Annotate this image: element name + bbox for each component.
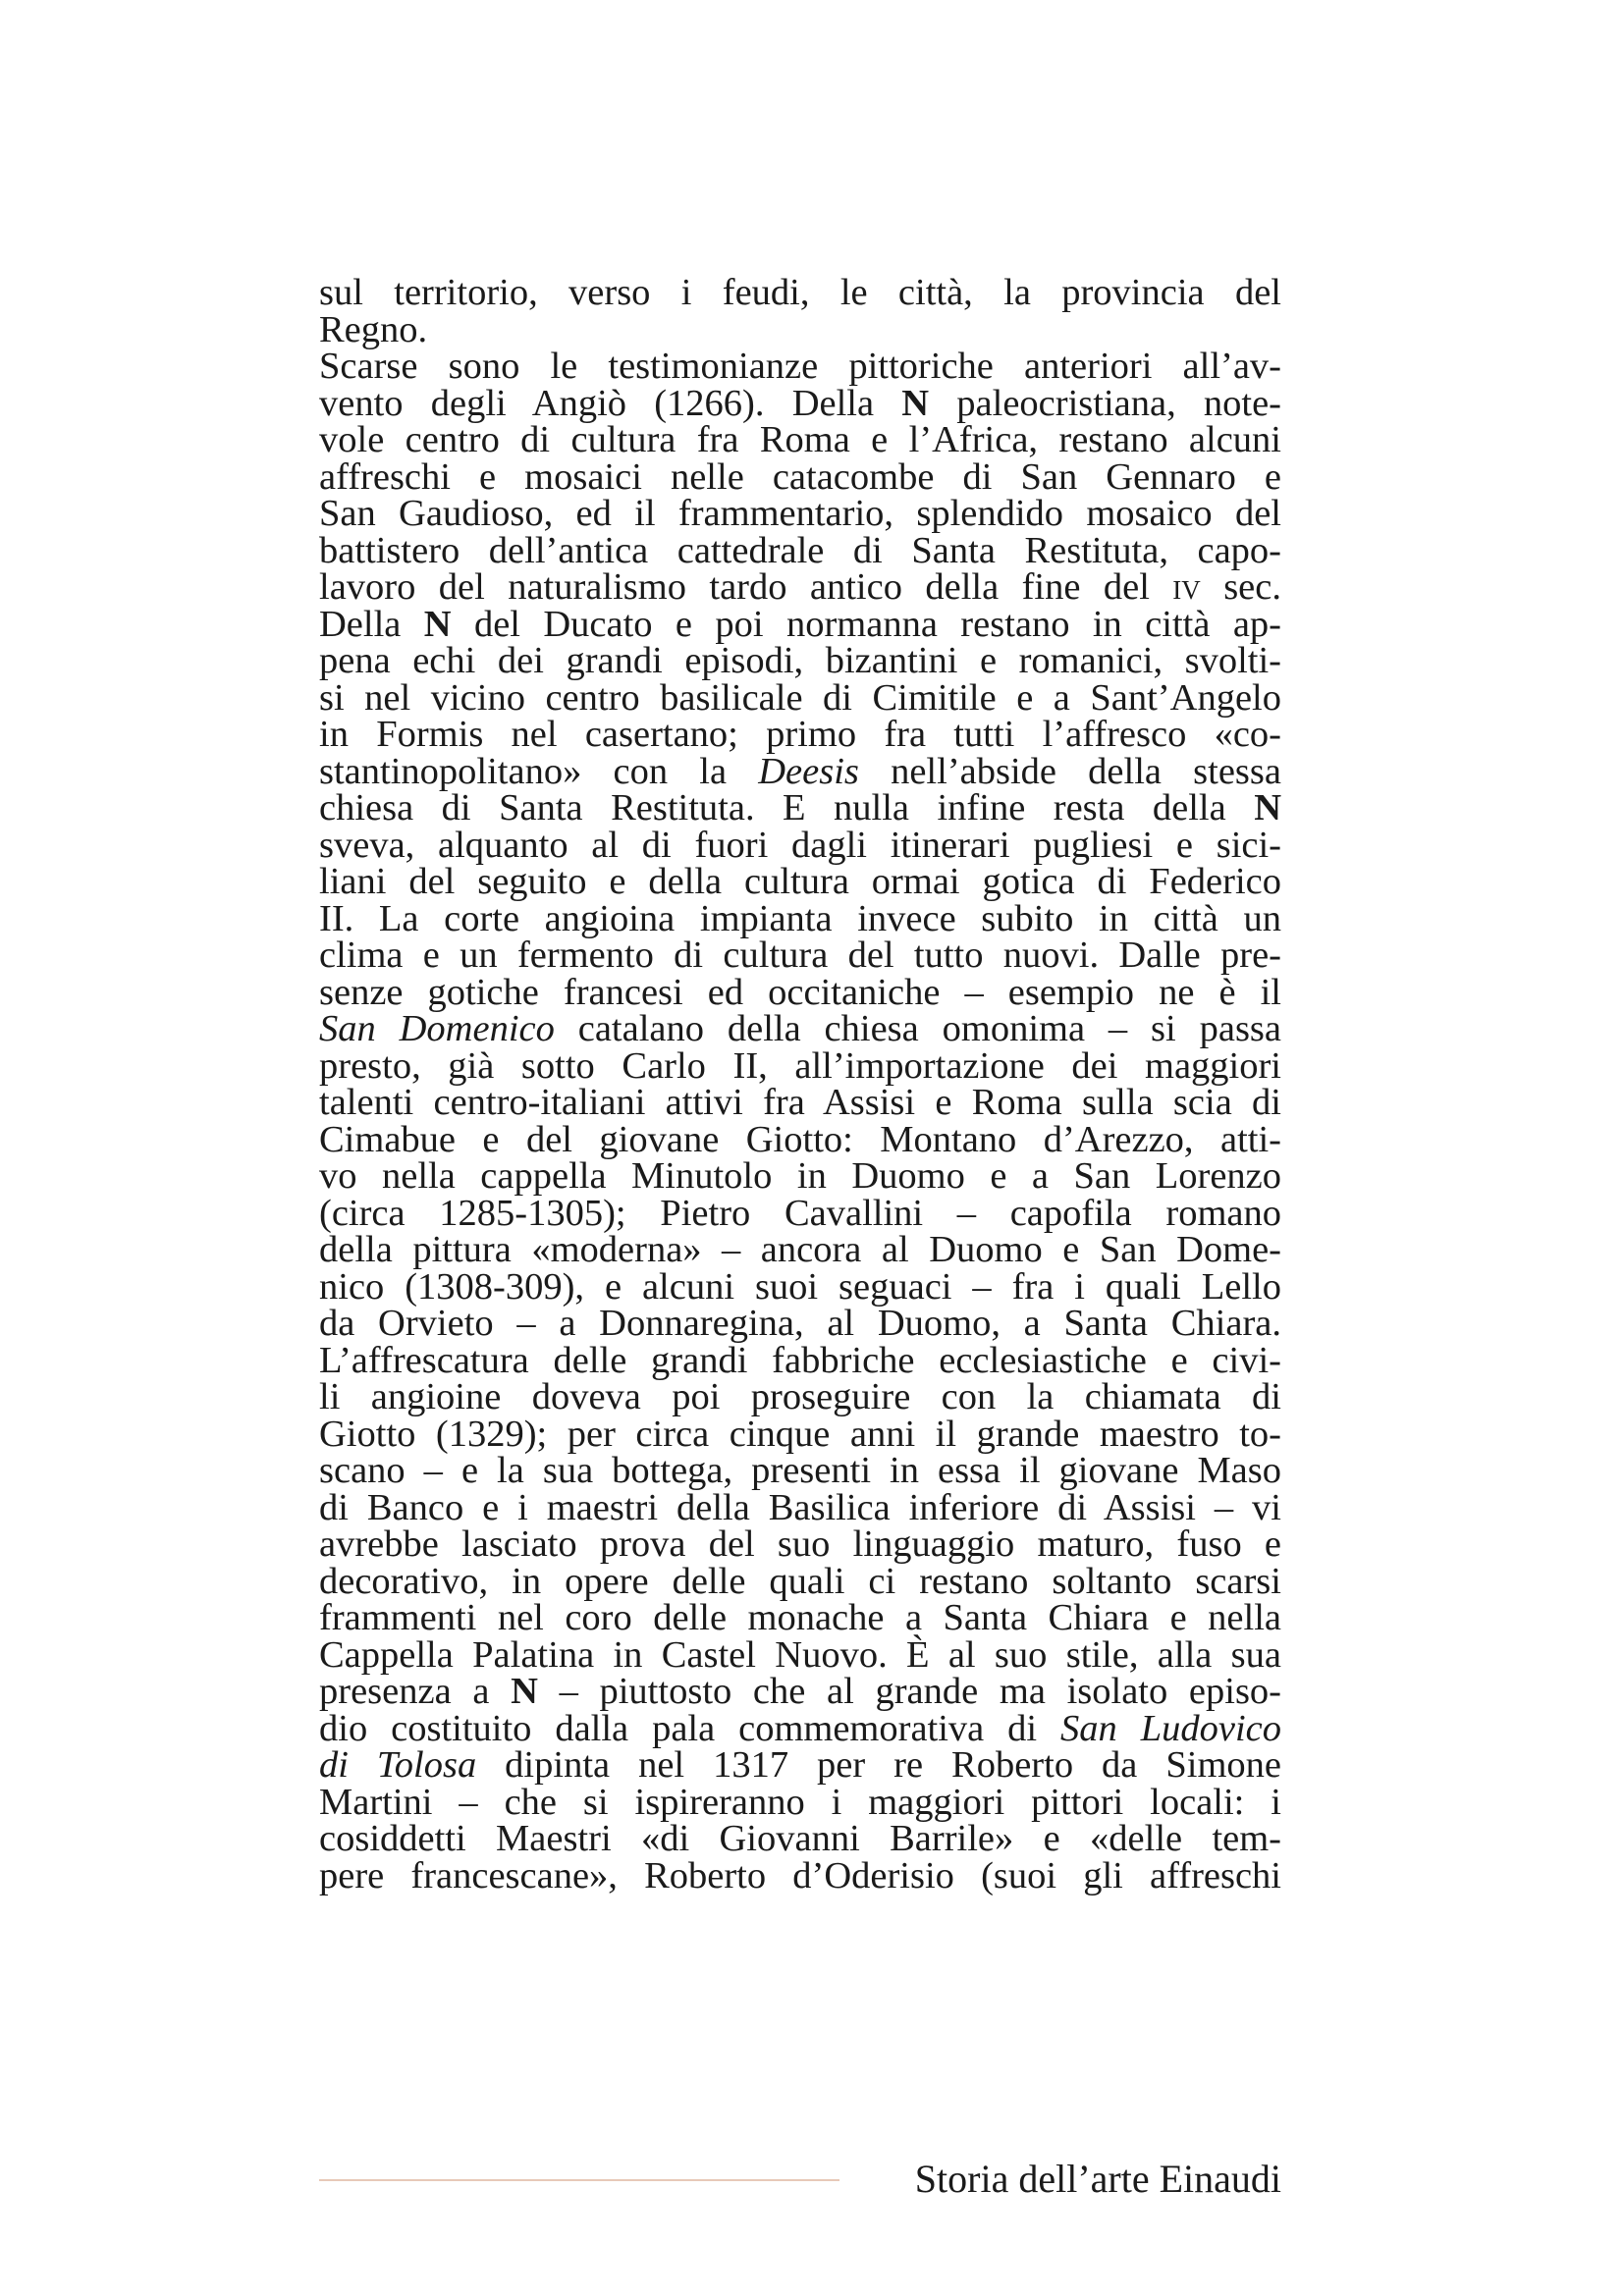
text-line: San Gaudioso, ed il frammentario, splendido mosaico del (319, 493, 1281, 534)
text-line: li angioine doveva poi proseguire con la chiamata di (319, 1376, 1281, 1417)
text-line: vento degli Angiò (1266). Della N paleocristiana, note- (319, 382, 1282, 424)
text-line: talenti centro-italiani attivi fra Assisi e Roma sulla scia di (319, 1082, 1281, 1123)
text-line: di Tolosa dipinta nel 1317 per re Roberto da Simone (319, 1744, 1281, 1786)
artwork-title: San Domenico (319, 1008, 555, 1049)
text-line: della pittura «moderna» – ancora al Duomo e San Dome- (319, 1229, 1281, 1270)
text-line: Della N del Ducato e poi normanna restano in città ap- (319, 603, 1281, 645)
text-line: senze gotiche francesi ed occitaniche – esempio ne è il (319, 971, 1281, 1013)
page-footer (319, 2150, 1281, 2209)
text-line: Martini – che si ispireranno i maggiori pittori locali: i (319, 1781, 1281, 1823)
text-line: stantinopolitano» con la Deesis nell’abside della stessa (319, 750, 1281, 792)
text-line: da Orvieto – a Donnaregina, al Duomo, a Santa Chiara. (319, 1303, 1281, 1344)
text-line: sveva, alquanto al di fuori dagli itinerari pugliesi e sici- (319, 824, 1281, 866)
text-line: scano – e la sua bottega, presenti in essa il giovane Maso (319, 1450, 1281, 1491)
artwork-title: di Tolosa (319, 1744, 477, 1786)
city-abbreviation: N (423, 603, 452, 645)
text-line: vole centro di cultura fra Roma e l’Africa, restano alcuni (319, 419, 1281, 460)
text-line: si nel vicino centro basilicale di Cimitile e a Sant’Angelo (319, 676, 1281, 719)
text-line: clima e un fermento di cultura del tutto nuovi. Dalle pre- (319, 934, 1281, 976)
text-line: Regno. (319, 308, 428, 350)
text-line: cosiddetti Maestri «di Giovanni Barrile» e «delle tem- (319, 1818, 1281, 1859)
text-line: Cappella Palatina in Castel Nuovo. È al suo stile, alla sua (319, 1633, 1281, 1676)
text-line: Cimabue e del giovane Giotto: Montano d’Arezzo, atti- (319, 1118, 1281, 1160)
text-line: pere francescane», Roberto d’Oderisio (suoi gli affreschi (319, 1854, 1281, 1896)
text-line: battistero dell’antica cattedrale di Santa Restituta, capo- (319, 529, 1281, 571)
city-abbreviation: N (1254, 787, 1281, 828)
text-line: liani del seguito e della cultura ormai gotica di Federico (319, 861, 1281, 902)
text-line: presenza a N – piuttosto che al grande ma isolato episo- (319, 1671, 1282, 1712)
text-line: di Banco e i maestri della Basilica inferiore di Assisi – vi (319, 1486, 1281, 1528)
text-line: Giotto (1329); per circa cinque anni il grande maestro to- (319, 1413, 1281, 1455)
text-line: chiesa di Santa Restituta. E nulla infine resta della N (319, 787, 1281, 828)
text-line: vo nella cappella Minutolo in Duomo e a San Lorenzo (319, 1155, 1281, 1197)
text-line: presto, già sotto Carlo II, all’importazione dei maggiori (319, 1044, 1281, 1087)
text-line: L’affrescatura delle grandi fabbriche ecclesiastiche e civi- (319, 1339, 1281, 1381)
text-line: nico (1308-309), e alcuni suoi seguaci – fra i quali Lello (319, 1265, 1281, 1308)
text-line: Scarse sono le testimonianze pittoriche anteriori all’av- (319, 346, 1281, 387)
footer-divider (319, 2179, 839, 2181)
artwork-title: San Ludovico (1060, 1707, 1281, 1749)
city-abbreviation: N (511, 1671, 538, 1712)
body-text (319, 272, 1282, 1896)
artwork-title: Deesis (758, 750, 859, 792)
text-line: lavoro del naturalismo tardo antico della fine del iv sec. (319, 566, 1281, 608)
text-line: frammenti nel coro delle monache a Santa Chiara e nella (319, 1597, 1281, 1638)
text-line: sul territorio, verso i feudi, le città, la provincia del (319, 272, 1281, 313)
footer-title: Storia dell’arte Einaudi (914, 2157, 1281, 2201)
text-line: (circa 1285-1305); Pietro Cavallini – capofila romano (319, 1192, 1281, 1234)
text-line: in Formis nel casertano; primo fra tutti l’affresco «co- (319, 714, 1281, 755)
city-abbreviation: N (901, 382, 930, 424)
text-line: pena echi dei grandi episodi, bizantini e romanici, svolti- (319, 640, 1281, 681)
text-line: San Domenico catalano della chiesa omonima – si passa (319, 1008, 1281, 1049)
text-line: dio costituito dalla pala commemorativa di San Ludovico (319, 1707, 1281, 1749)
text-line: affreschi e mosaici nelle catacombe di San Gennaro e (319, 455, 1281, 498)
text-line: II. La corte angioina impianta invece subito in città un (319, 897, 1281, 939)
text-line: avrebbe lasciato prova del suo linguaggio maturo, fuso e (319, 1523, 1281, 1565)
century-numeral: iv (1172, 566, 1201, 608)
text-line: decorativo, in opere delle quali ci restano soltanto scarsi (319, 1560, 1281, 1602)
